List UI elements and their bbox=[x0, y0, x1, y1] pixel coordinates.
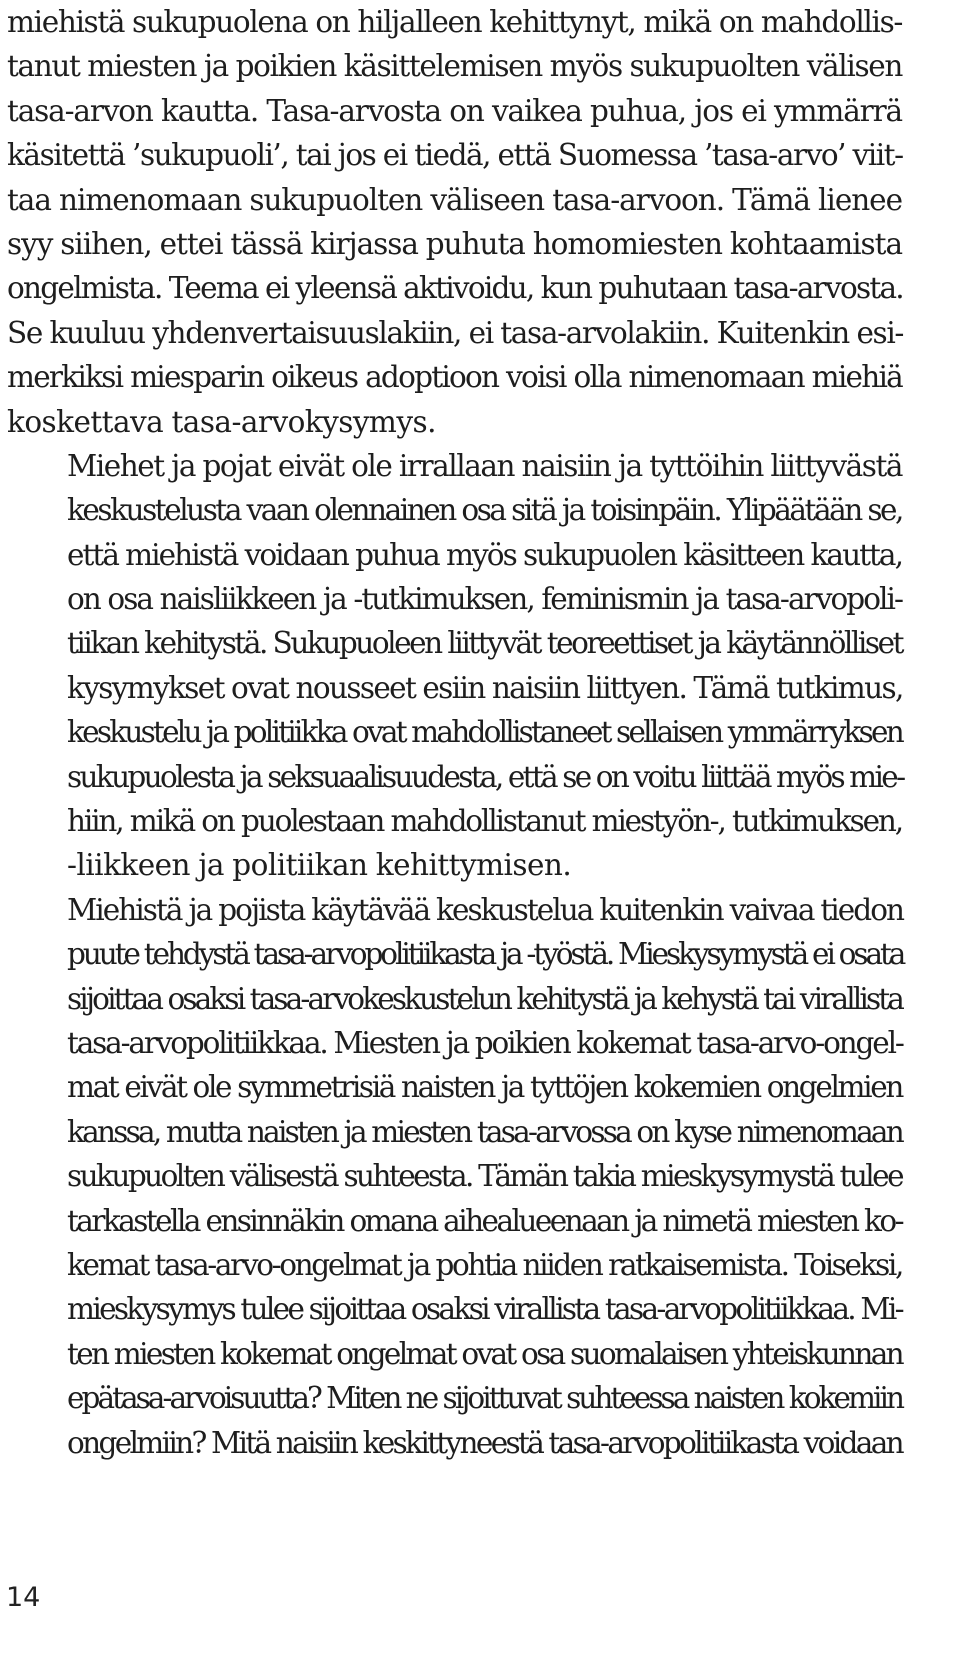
text-line: tanut miesten ja poikien käsittelemisen myös sukupuolten välisen bbox=[7, 49, 902, 84]
paragraph-3 bbox=[7, 888, 902, 1465]
text-line: koskettava tasa-arvokysymys. bbox=[7, 404, 436, 439]
text-line: ongelmiin? Mitä naisiin keskittyneestä tasa-arvopolitiikasta voidaan bbox=[67, 1425, 902, 1460]
text-line: sukupuolesta ja seksuaalisuudesta, että se on voitu liittää myös mie- bbox=[67, 759, 904, 794]
text-line: hiin, mikä on puolestaan mahdollistanut miestyön-, tutkimuksen, bbox=[67, 804, 902, 839]
text-line: kanssa, mutta naisten ja miesten tasa-arvossa on kyse nimenomaan bbox=[67, 1114, 902, 1149]
text-line: tasa-arvopolitiikkaa. Miesten ja poikien kokemat tasa-arvo-ongel- bbox=[67, 1025, 903, 1060]
text-line: kysymykset ovat nousseet esiin naisiin liittyen. Tämä tutkimus, bbox=[67, 670, 903, 705]
text-line: taa nimenomaan sukupuolten väliseen tasa-arvoon. Tämä lienee bbox=[7, 182, 902, 217]
text-line: mat eivät ole symmetrisiä naisten ja tyttöjen kokemien ongelmien bbox=[67, 1070, 902, 1105]
page-body bbox=[7, 0, 902, 1465]
page-number: 14 bbox=[6, 1582, 41, 1613]
text-line: mieskysymys tulee sijoittaa osaksi virallista tasa-arvopolitiikkaa. Mi- bbox=[67, 1292, 902, 1327]
paragraph-2 bbox=[7, 444, 902, 888]
text-line: tarkastella ensinnäkin omana aihealueenaan ja nimetä miesten ko- bbox=[67, 1203, 902, 1238]
text-line: epätasa-arvoisuutta? Miten ne sijoittuvat suhteessa naisten kokemiin bbox=[67, 1381, 902, 1416]
text-line: tiikan kehitystä. Sukupuoleen liittyvät teoreettiset ja käytännölliset bbox=[67, 626, 902, 661]
text-line: puute tehdystä tasa-arvopolitiikasta ja -työstä. Mieskysymystä ei osata bbox=[67, 937, 904, 972]
text-line: sukupuolten välisestä suhteesta. Tämän takia mieskysymystä tulee bbox=[67, 1159, 902, 1194]
text-line: keskustelu ja politiikka ovat mahdollistaneet sellaisen ymmärryksen bbox=[67, 715, 902, 750]
text-line: että miehistä voidaan puhua myös sukupuolen käsitteen kautta, bbox=[67, 537, 902, 572]
text-line: ten miesten kokemat ongelmat ovat osa suomalaisen yhteiskunnan bbox=[67, 1336, 902, 1371]
text-line: kemat tasa-arvo-ongelmat ja pohtia niiden ratkaisemista. Toiseksi, bbox=[67, 1247, 902, 1282]
text-line: -liikkeen ja politiikan kehittymisen. bbox=[67, 848, 572, 883]
text-line: sijoittaa osaksi tasa-arvokeskustelun kehitystä ja kehystä tai virallista bbox=[67, 981, 902, 1016]
text-line: keskustelusta vaan olennainen osa sitä ja toisinpäin. Ylipäätään se, bbox=[67, 493, 902, 528]
text-line: Se kuuluu yhdenvertaisuuslakiin, ei tasa-arvolakiin. Kuitenkin esi- bbox=[7, 315, 904, 350]
text-line: ongelmista. Teema ei yleensä aktivoidu, kun puhutaan tasa-arvosta. bbox=[7, 271, 903, 306]
text-line: Miehet ja pojat eivät ole irrallaan naisiin ja tyttöihin liittyvästä bbox=[67, 448, 902, 483]
text-line: syy siihen, ettei tässä kirjassa puhuta homomiesten kohtaamista bbox=[7, 226, 902, 261]
text-line: on osa naisliikkeen ja -tutkimuksen, feminismin ja tasa-arvopoli- bbox=[67, 582, 902, 617]
paragraph-1 bbox=[7, 0, 902, 444]
text-line: merkiksi miesparin oikeus adoptioon voisi olla nimenomaan miehiä bbox=[7, 360, 902, 395]
text-line: käsitettä ’sukupuoli’, tai jos ei tiedä, että Suomessa ’tasa-arvo’ viit- bbox=[7, 138, 903, 173]
text-line: Miehistä ja pojista käytävää keskustelua kuitenkin vaivaa tiedon bbox=[67, 892, 904, 927]
text-line: miehistä sukupuolena on hiljalleen kehittynyt, mikä on mahdollis- bbox=[7, 5, 902, 39]
text-line: tasa-arvon kautta. Tasa-arvosta on vaikea puhua, jos ei ymmärrä bbox=[7, 93, 902, 128]
